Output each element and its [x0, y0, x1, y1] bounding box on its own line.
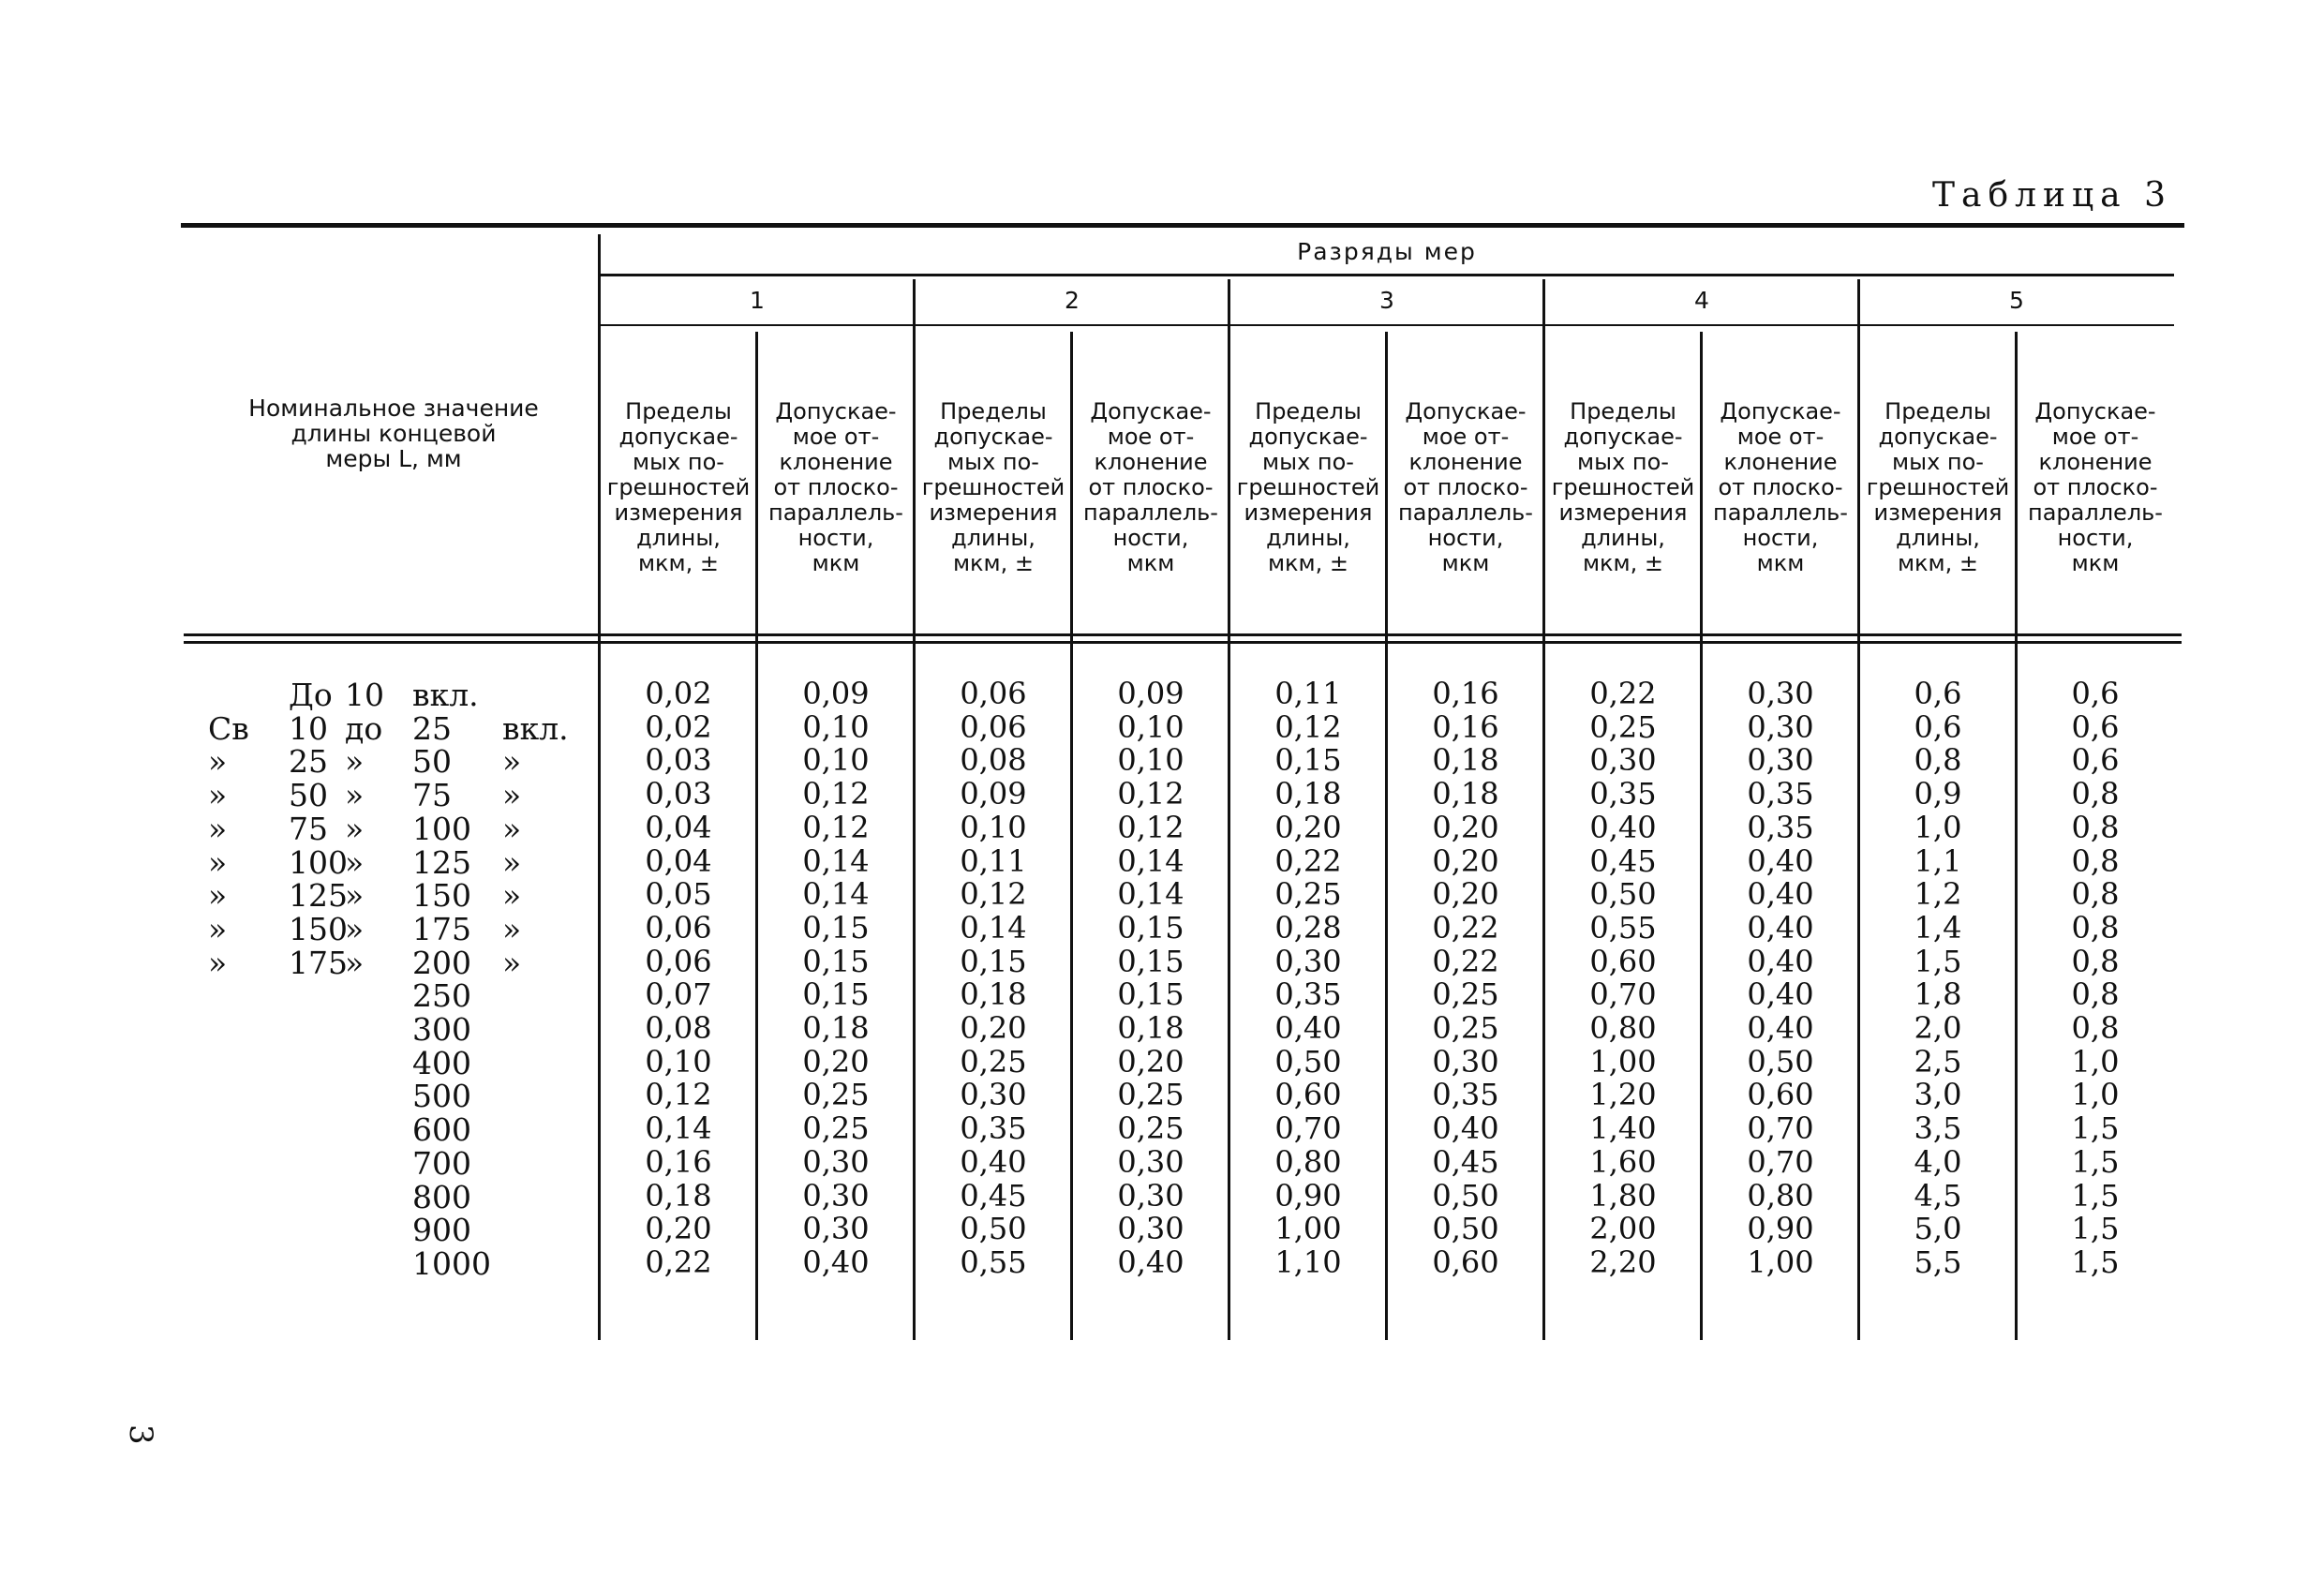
table-cell: 0,70: [1747, 1143, 1814, 1180]
row-label: [187, 810, 590, 847]
table-cell: 0,35: [1589, 776, 1657, 812]
table-cell: 1,20: [1589, 1077, 1657, 1113]
table-cell: 0,8: [2071, 876, 2120, 913]
table-cell: 3,5: [1914, 1110, 1962, 1147]
table-cell: 0,8: [2071, 909, 2120, 946]
table-cell: 0,15: [1117, 943, 1184, 979]
subheader-rule: [600, 324, 2174, 326]
row-label-part: »: [208, 843, 228, 881]
table-cell: 0,10: [1117, 708, 1184, 745]
subheader-measurement-error: Пределы допускае- мых по- грешностей измерения длины, мкм, ±: [1866, 398, 2010, 576]
table-cell: 0,14: [645, 1110, 712, 1147]
row-label-part: 200: [412, 944, 471, 981]
table-cell: 0,60: [1432, 1244, 1499, 1280]
table-cell: 0,6: [2071, 676, 2120, 711]
table-cell: 0,12: [645, 1077, 712, 1113]
table-cell: 0,80: [1274, 1143, 1342, 1180]
subheader-flatness-deviation: Допускае- мое от- клонение от плоско- параллель- ности, мкм: [1398, 398, 1533, 576]
table-cell: 0,30: [1117, 1211, 1184, 1247]
row-label-part: 100: [289, 843, 348, 881]
row-label: [187, 1212, 590, 1249]
table-cell: 0,40: [1747, 876, 1814, 913]
table-cell: 0,25: [1117, 1110, 1184, 1147]
table-cell: 0,30: [1274, 943, 1342, 979]
row-label: [187, 911, 590, 945]
table-cell: 0,20: [1117, 1043, 1184, 1080]
subheader-flatness-deviation: Допускае- мое от- клонение от плоско- параллель- ности, мкм: [768, 398, 903, 576]
table-cell: 0,11: [1274, 676, 1342, 711]
table-cell: 0,18: [802, 1010, 870, 1046]
row-label-part: 10: [345, 677, 384, 713]
table-cell: 0,40: [1589, 809, 1657, 845]
row-label-part: 125: [289, 877, 348, 915]
header-double-rule-1: [184, 633, 2182, 636]
header-double-rule-2: [184, 641, 2182, 644]
table-cell: 0,22: [1432, 943, 1499, 979]
row-label-part: »: [345, 944, 365, 981]
grade-number: 3: [1379, 287, 1394, 314]
table-cell: 0,50: [960, 1211, 1027, 1247]
row-label-part: 75: [289, 810, 328, 847]
table-cell: 0,45: [1432, 1143, 1499, 1180]
row-label-part: 175: [412, 910, 471, 947]
row-label-part: »: [208, 810, 228, 847]
table-cell: 0,20: [960, 1010, 1027, 1046]
table-cell: 1,0: [2071, 1077, 2120, 1113]
subheader-measurement-error: Пределы допускае- мых по- грешностей измерения длины, мкм, ±: [606, 398, 751, 576]
table-cell: 0,18: [960, 976, 1027, 1013]
table-cell: 0,30: [1432, 1043, 1499, 1080]
table-cell: 0,14: [960, 909, 1027, 946]
row-label: [187, 743, 590, 781]
row-label-part: »: [345, 777, 365, 814]
table-cell: 0,50: [1589, 876, 1657, 913]
table-cell: 0,08: [960, 742, 1027, 779]
table-cell: 0,06: [645, 943, 712, 979]
row-label: [187, 1045, 590, 1079]
table-cell: 0,14: [1117, 842, 1184, 879]
subheader-flatness-deviation: Допускае- мое от- клонение от плоско- параллель- ности, мкм: [2028, 398, 2163, 576]
table-cell: 0,35: [1274, 976, 1342, 1013]
table-cell: 0,20: [1432, 842, 1499, 879]
table-cell: 0,40: [802, 1244, 870, 1280]
row-label: [187, 1144, 590, 1182]
subheader-measurement-error: Пределы допускае- мых по- грешностей измерения длины, мкм, ±: [1551, 398, 1695, 576]
row-label-part: »: [502, 810, 522, 847]
table-title: Таблица 3: [1932, 176, 2172, 215]
row-label-part: вкл.: [412, 677, 479, 713]
row-label: [187, 1111, 590, 1149]
table-cell: 0,18: [1432, 776, 1499, 812]
table-cell: 0,22: [1274, 842, 1342, 879]
table-cell: 1,40: [1589, 1110, 1657, 1147]
table-cell: 0,8: [2071, 1010, 2120, 1046]
table-cell: 0,06: [645, 909, 712, 946]
table-cell: 0,05: [645, 876, 712, 913]
table-cell: 0,35: [960, 1110, 1027, 1147]
table-cell: 2,20: [1589, 1244, 1657, 1280]
grade-number: 2: [1065, 287, 1080, 314]
table-cell: 0,8: [2071, 776, 2120, 812]
table-cell: 0,25: [802, 1077, 870, 1113]
table-cell: 1,5: [2071, 1211, 2120, 1247]
row-label-part: 900: [412, 1212, 471, 1249]
row-label: [187, 1179, 590, 1213]
table-cell: 0,60: [1274, 1077, 1342, 1113]
table-cell: 0,35: [1432, 1077, 1499, 1113]
row-label-part: »: [345, 810, 365, 847]
table-cell: 0,02: [645, 708, 712, 745]
table-cell: 0,8: [2071, 976, 2120, 1013]
row-label-part: До: [289, 677, 333, 713]
row-label-part: »: [502, 877, 522, 915]
row-label-part: 250: [412, 977, 471, 1015]
table-cell: 0,8: [2071, 842, 2120, 879]
table-cell: 1,2: [1914, 876, 1962, 913]
row-label-part: 75: [412, 777, 452, 814]
table-cell: 0,20: [802, 1043, 870, 1080]
table-cell: 0,03: [645, 742, 712, 779]
table-cell: 0,12: [960, 876, 1027, 913]
top-rule: [181, 223, 2184, 228]
table-cell: 1,8: [1914, 976, 1962, 1013]
table-cell: 0,45: [1589, 842, 1657, 879]
table-cell: 0,20: [1432, 876, 1499, 913]
table-cell: 0,15: [1117, 976, 1184, 1013]
row-label-part: »: [345, 877, 365, 915]
table-cell: 1,5: [2071, 1143, 2120, 1180]
table-cell: 0,10: [1117, 742, 1184, 779]
table-cell: 1,60: [1589, 1143, 1657, 1180]
table-cell: 0,30: [1747, 708, 1814, 745]
table-cell: 0,28: [1274, 909, 1342, 946]
table-cell: 0,25: [1274, 876, 1342, 913]
row-label-part: 50: [289, 777, 328, 814]
row-label-part: 125: [412, 843, 471, 881]
table-cell: 0,25: [1117, 1077, 1184, 1113]
subheader-flatness-deviation: Допускае- мое от- клонение от плоско- параллель- ности, мкм: [1083, 398, 1218, 576]
table-cell: 0,55: [960, 1244, 1027, 1280]
table-cell: 0,6: [2071, 742, 2120, 779]
grades-header: Разряды мер: [1297, 238, 1477, 265]
row-label-part: 600: [412, 1111, 471, 1149]
table-cell: 0,40: [1117, 1244, 1184, 1280]
row-label: [187, 677, 590, 713]
table-cell: 0,22: [1432, 909, 1499, 946]
table-cell: 0,25: [1432, 1010, 1499, 1046]
table-cell: 0,18: [1432, 742, 1499, 779]
row-label: [187, 1244, 590, 1282]
table-cell: 0,15: [960, 943, 1027, 979]
row-label-part: 300: [412, 1011, 471, 1048]
table-cell: 1,0: [1914, 809, 1962, 845]
row-label-part: »: [345, 910, 365, 947]
table-cell: 0,40: [1747, 1010, 1814, 1046]
table-cell: 0,02: [645, 676, 712, 711]
table-cell: 0,30: [1747, 676, 1814, 711]
row-label-part: 10: [289, 709, 328, 747]
table-cell: 0,18: [645, 1177, 712, 1214]
table-cell: 0,04: [645, 809, 712, 845]
table-cell: 1,10: [1274, 1244, 1342, 1280]
table-cell: 0,04: [645, 842, 712, 879]
table-cell: 0,90: [1274, 1177, 1342, 1214]
table-cell: 0,20: [645, 1211, 712, 1247]
table-cell: 0,35: [1747, 809, 1814, 845]
row-label-part: »: [502, 743, 522, 781]
table-cell: 1,5: [2071, 1177, 2120, 1214]
table-cell: 0,30: [1117, 1177, 1184, 1214]
table-cell: 0,6: [1914, 676, 1962, 711]
table-cell: 0,07: [645, 976, 712, 1013]
table-cell: 0,16: [1432, 676, 1499, 711]
table-cell: 3,0: [1914, 1077, 1962, 1113]
grade-number: 5: [2009, 287, 2024, 314]
table-cell: 0,50: [1274, 1043, 1342, 1080]
table-cell: 0,25: [960, 1043, 1027, 1080]
table-cell: 0,20: [1274, 809, 1342, 845]
table-cell: 0,6: [2071, 708, 2120, 745]
row-label-part: до: [345, 709, 383, 747]
table-cell: 0,70: [1274, 1110, 1342, 1147]
table-cell: 0,03: [645, 776, 712, 812]
table-cell: 0,20: [1432, 809, 1499, 845]
row-label-part: »: [345, 843, 365, 881]
table-cell: 0,55: [1589, 909, 1657, 946]
table-cell: 0,80: [1589, 1010, 1657, 1046]
row-label: [187, 877, 590, 915]
row-label-part: »: [502, 944, 522, 981]
row-label-part: 500: [412, 1078, 471, 1115]
table-cell: 0,16: [645, 1143, 712, 1180]
table-cell: 0,12: [1274, 708, 1342, 745]
table-cell: 0,10: [645, 1043, 712, 1080]
table-cell: 1,1: [1914, 842, 1962, 879]
table-cell: 0,10: [802, 708, 870, 745]
table-cell: 0,09: [1117, 676, 1184, 711]
subheader-measurement-error: Пределы допускае- мых по- грешностей измерения длины, мкм, ±: [921, 398, 1065, 576]
row-label-part: »: [208, 944, 228, 981]
table-cell: 1,00: [1274, 1211, 1342, 1247]
table-cell: 1,00: [1747, 1244, 1814, 1280]
table-cell: 0,15: [802, 943, 870, 979]
table-cell: 0,30: [802, 1177, 870, 1214]
table-cell: 0,30: [1117, 1143, 1184, 1180]
table-cell: 0,12: [1117, 809, 1184, 845]
row-label-part: »: [502, 843, 522, 881]
table-cell: 1,00: [1589, 1043, 1657, 1080]
table-cell: 0,22: [1589, 676, 1657, 711]
table-cell: 0,30: [1747, 742, 1814, 779]
row-label: [187, 777, 590, 814]
table-cell: 0,09: [802, 676, 870, 711]
table-cell: 0,12: [1117, 776, 1184, 812]
table-cell: 0,12: [802, 776, 870, 812]
table-cell: 0,30: [1589, 742, 1657, 779]
table-cell: 1,5: [2071, 1110, 2120, 1147]
table-cell: 0,8: [2071, 943, 2120, 979]
table-cell: 0,08: [645, 1010, 712, 1046]
table-cell: 0,50: [1747, 1043, 1814, 1080]
table-cell: 0,35: [1747, 776, 1814, 812]
table-cell: 4,5: [1914, 1177, 1962, 1214]
row-label-part: 25: [412, 709, 452, 747]
table-cell: 0,9: [1914, 776, 1962, 812]
page-number: 3: [122, 1424, 159, 1445]
table-cell: 0,18: [1274, 776, 1342, 812]
table-cell: 0,14: [802, 842, 870, 879]
row-label: [187, 977, 590, 1015]
grade-number: 1: [750, 287, 765, 314]
row-label-part: 400: [412, 1044, 471, 1081]
table-cell: 0,40: [960, 1143, 1027, 1180]
table-cell: 0,30: [802, 1143, 870, 1180]
table-cell: 0,22: [645, 1244, 712, 1280]
table-cell: 0,06: [960, 708, 1027, 745]
row-label-part: 1000: [412, 1244, 491, 1282]
row-label-part: 100: [412, 810, 471, 847]
table-cell: 0,45: [960, 1177, 1027, 1214]
table-cell: 0,60: [1589, 943, 1657, 979]
row-label: [187, 843, 590, 881]
table-cell: 0,40: [1747, 976, 1814, 1013]
row-label-part: 700: [412, 1144, 471, 1182]
row-label-part: »: [208, 777, 228, 814]
table-cell: 0,10: [960, 809, 1027, 845]
row-label-part: 150: [412, 877, 471, 915]
table-cell: 0,15: [802, 909, 870, 946]
grade-number: 4: [1694, 287, 1709, 314]
table-cell: 0,30: [960, 1077, 1027, 1113]
table-cell: 0,09: [960, 776, 1027, 812]
row-label: [187, 944, 590, 981]
row-label: [187, 1011, 590, 1048]
table-cell: 0,80: [1747, 1177, 1814, 1214]
table-cell: 0,8: [2071, 809, 2120, 845]
row-label: [187, 709, 590, 747]
table-cell: 0,14: [802, 876, 870, 913]
table-cell: 0,40: [1747, 909, 1814, 946]
row-label-part: 50: [412, 743, 452, 781]
table-cell: 5,0: [1914, 1211, 1962, 1247]
subheader-measurement-error: Пределы допускае- мых по- грешностей измерения длины, мкм, ±: [1236, 398, 1380, 576]
table-cell: 1,4: [1914, 909, 1962, 946]
table-cell: 0,40: [1747, 943, 1814, 979]
row-label-part: »: [208, 910, 228, 947]
row-label: [187, 1078, 590, 1115]
row-label-part: 800: [412, 1178, 471, 1215]
table-cell: 1,0: [2071, 1043, 2120, 1080]
row-label-part: »: [345, 743, 365, 781]
grades-rule: [600, 274, 2174, 276]
table-cell: 0,70: [1589, 976, 1657, 1013]
row-label-part: Св: [208, 709, 249, 747]
table-cell: 0,40: [1274, 1010, 1342, 1046]
table-cell: 1,80: [1589, 1177, 1657, 1214]
table-cell: 2,0: [1914, 1010, 1962, 1046]
table-cell: 5,5: [1914, 1244, 1962, 1280]
table-cell: 0,15: [802, 976, 870, 1013]
table-cell: 0,40: [1432, 1110, 1499, 1147]
table-cell: 0,11: [960, 842, 1027, 879]
row-label-part: вкл.: [502, 709, 569, 747]
table-cell: 2,5: [1914, 1043, 1962, 1080]
row-label-part: 175: [289, 944, 348, 981]
table-cell: 4,0: [1914, 1143, 1962, 1180]
table-cell: 2,00: [1589, 1211, 1657, 1247]
row-label-part: »: [502, 777, 522, 814]
row-label-part: »: [208, 743, 228, 781]
table-cell: 0,16: [1432, 708, 1499, 745]
table-cell: 0,25: [802, 1110, 870, 1147]
table-cell: 0,25: [1589, 708, 1657, 745]
table-cell: 0,06: [960, 676, 1027, 711]
table-cell: 0,6: [1914, 708, 1962, 745]
table-cell: 1,5: [2071, 1244, 2120, 1280]
table-cell: 0,25: [1432, 976, 1499, 1013]
table-cell: 0,8: [1914, 742, 1962, 779]
table-cell: 0,70: [1747, 1110, 1814, 1147]
table-cell: 0,60: [1747, 1077, 1814, 1113]
table-cell: 1,5: [1914, 943, 1962, 979]
table-cell: 0,90: [1747, 1211, 1814, 1247]
table-cell: 0,18: [1117, 1010, 1184, 1046]
table-cell: 0,14: [1117, 876, 1184, 913]
row-label-part: »: [208, 877, 228, 915]
table-cell: 0,15: [1117, 909, 1184, 946]
table-cell: 0,15: [1274, 742, 1342, 779]
subheader-flatness-deviation: Допускае- мое от- клонение от плоско- параллель- ности, мкм: [1713, 398, 1848, 576]
table-cell: 0,40: [1747, 842, 1814, 879]
table-cell: 0,50: [1432, 1177, 1499, 1214]
table-cell: 0,12: [802, 809, 870, 845]
nominal-length-header: Номинальное значение длины концевой меры L, мм: [248, 395, 539, 472]
row-label-part: 150: [289, 910, 348, 947]
table-cell: 0,50: [1432, 1211, 1499, 1247]
table-cell: 0,10: [802, 742, 870, 779]
row-label-part: »: [502, 910, 522, 947]
row-label-part: 25: [289, 743, 328, 781]
table-cell: 0,30: [802, 1211, 870, 1247]
